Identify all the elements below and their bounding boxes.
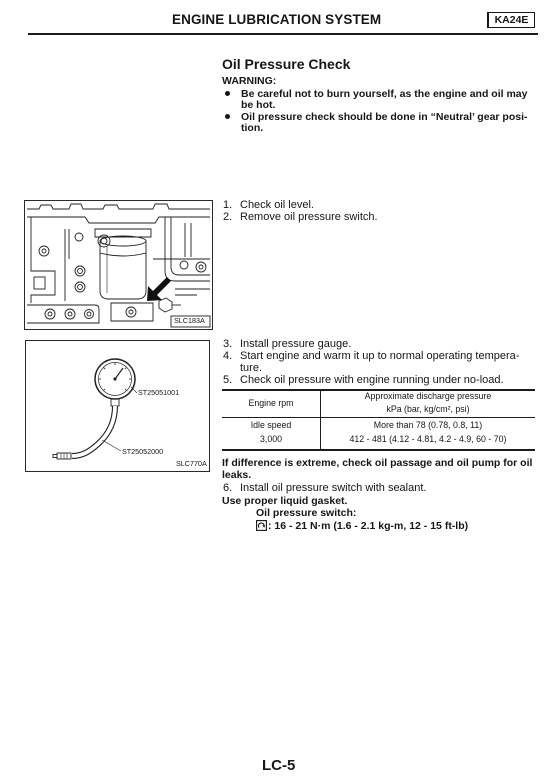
step-number: 4. (223, 350, 233, 362)
table-header-pressure-units: kPa (bar, kg/cm², psi) (386, 404, 470, 414)
table-cell-rpm: Idle speed (250, 420, 292, 430)
bullet-icon (225, 114, 230, 119)
pointer-arrow-icon (147, 277, 171, 301)
step-number: 3. (223, 338, 233, 350)
hose-tool-callout: ST25052000 (122, 447, 164, 456)
warning-text: Oil pressure check should be done in “Neutral’ gear posi- (241, 111, 528, 123)
step-text: Remove oil pressure switch. (240, 211, 378, 223)
section-header-title: ENGINE LUBRICATION SYSTEM (172, 12, 382, 27)
header-rule (28, 33, 538, 35)
torque-spec: : 16 - 21 N·m (1.6 - 2.1 kg-m, 12 - 15 ft-lb) (268, 520, 469, 532)
engine-diagram (25, 201, 212, 329)
step-text: Install oil pressure switch with sealant. (240, 482, 427, 494)
figure-pressure-gauge (25, 340, 210, 472)
step-number: 2. (223, 211, 233, 223)
figure-oil-pressure-switch-location (24, 200, 213, 330)
table-header-rule (222, 417, 535, 418)
warning-text: tion. (241, 122, 264, 134)
bullet-icon (225, 91, 230, 96)
engine-model-badge: KA24E (487, 12, 535, 28)
table-header-pressure: Approximate discharge pressure (364, 391, 492, 401)
table-header-rpm: Engine rpm (248, 398, 294, 408)
caution-note: leaks. (222, 469, 252, 481)
step-number: 5. (223, 374, 233, 386)
step-text: Start engine and warm it up to normal operating tempera- (240, 350, 520, 362)
gauge-tool-callout: ST25051001 (138, 388, 180, 397)
warning-text: Be careful not to burn yourself, as the engine and oil may (241, 88, 528, 100)
table-bottom-rule (222, 449, 535, 451)
pressure-gauge-diagram (26, 341, 209, 471)
torque-wrench-icon (256, 520, 267, 531)
table-cell-pressure: 412 - 481 (4.12 - 4.81, 4.2 - 4.9, 60 - 70) (349, 434, 507, 444)
figure-code: SLC770A (176, 459, 207, 468)
caution-note: If difference is extreme, check oil passage and oil pump for oil (222, 457, 533, 469)
warning-text: be hot. (241, 99, 276, 111)
step-text: ture. (240, 362, 263, 374)
figure-code: SLC183A (174, 316, 205, 325)
step-text: Install pressure gauge. (240, 338, 352, 350)
procedure-title: Oil Pressure Check (222, 56, 351, 72)
warning-label: WARNING: (222, 75, 277, 87)
table-cell-rpm: 3,000 (259, 434, 282, 444)
step-number: 1. (223, 199, 233, 211)
step-text: Check oil level. (240, 199, 314, 211)
step-text: Check oil pressure with engine running under no-load. (240, 374, 504, 386)
sealant-note: Use proper liquid gasket. (222, 495, 348, 507)
page-number: LC-5 (262, 757, 296, 774)
spec-label: Oil pressure switch: (256, 507, 357, 519)
step-number: 6. (223, 482, 233, 494)
table-cell-pressure: More than 78 (0.78, 0.8, 11) (373, 420, 483, 430)
